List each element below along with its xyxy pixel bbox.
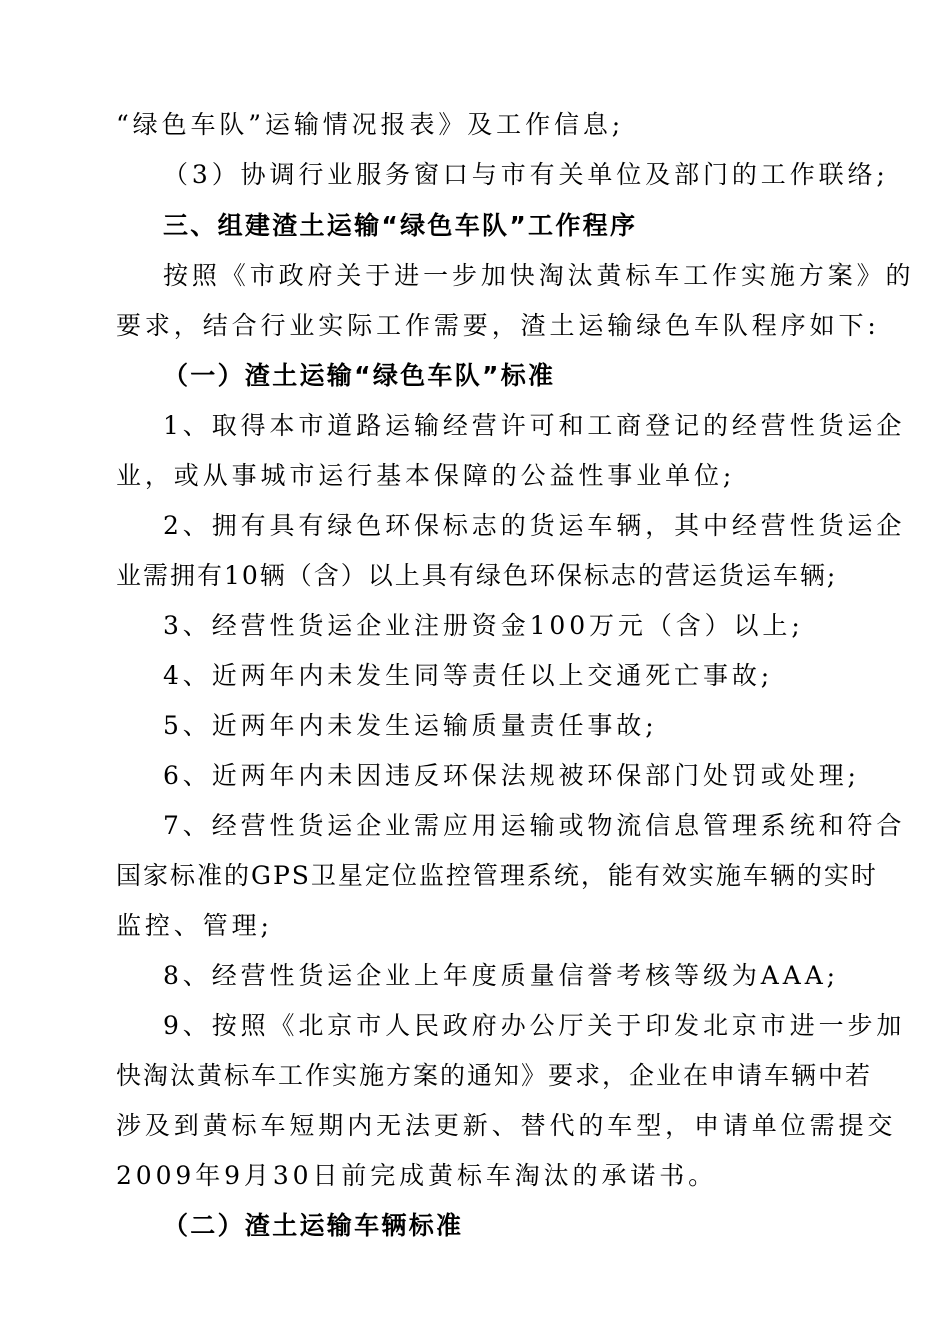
criteria-item-7-cont: 监控、管理; [116, 911, 273, 940]
criteria-item-9: 9、按照《北京市人民政府办公厅关于印发北京市进一步加 [163, 1011, 906, 1040]
criteria-item-7: 7、经营性货运企业需应用运输或物流信息管理系统和符合 [163, 811, 906, 840]
list-item-3: （3）协调行业服务窗口与市有关单位及部门的工作联络; [163, 160, 889, 189]
paragraph-line: 按照《市政府关于进一步加快淘汰黄标车工作实施方案》的 [163, 261, 915, 290]
criteria-item-8: 8、经营性货运企业上年度质量信誉考核等级为AAA; [163, 961, 839, 990]
criteria-item-5: 5、近两年内未发生运输质量责任事故; [163, 711, 658, 740]
section-heading: 三、组建渣土运输“绿色车队”工作程序 [163, 211, 638, 240]
criteria-item-9-cont: 快淘汰黄标车工作实施方案的通知》要求，企业在申请车辆中若 [116, 1061, 873, 1090]
body-text-line: “绿色车队”运输情况报表》及工作信息; [116, 110, 625, 139]
criteria-item-9-cont: 2009年9月30日前完成黄标车淘汰的承诺书。 [116, 1161, 718, 1190]
criteria-item-4: 4、近两年内未发生同等责任以上交通死亡事故; [163, 661, 774, 690]
criteria-item-1: 1、取得本市道路运输经营许可和工商登记的经营性货运企 [163, 411, 906, 440]
criteria-item-9-cont: 涉及到黄标车短期内无法更新、替代的车型，申请单位需提交 [116, 1111, 897, 1140]
criteria-item-1-cont: 业，或从事城市运行基本保障的公益性事业单位; [116, 461, 736, 490]
criteria-item-2: 2、拥有具有绿色环保标志的货运车辆，其中经营性货运企 [163, 511, 906, 540]
subsection-heading: （一）渣土运输“绿色车队”标准 [163, 361, 556, 390]
criteria-item-3: 3、经营性货运企业注册资金100万元（含）以上; [163, 611, 804, 640]
subsection-heading: （二）渣土运输车辆标准 [163, 1211, 464, 1240]
criteria-item-6: 6、近两年内未因违反环保法规被环保部门处罚或处理; [163, 761, 860, 790]
criteria-item-2-cont: 业需拥有10辆（含）以上具有绿色环保标志的营运货运车辆; [116, 561, 838, 590]
paragraph-line: 要求，结合行业实际工作需要，渣土运输绿色车队程序如下: [116, 311, 880, 340]
criteria-item-7-cont: 国家标准的GPS卫星定位监控管理系统，能有效实施车辆的实时 [116, 861, 878, 890]
